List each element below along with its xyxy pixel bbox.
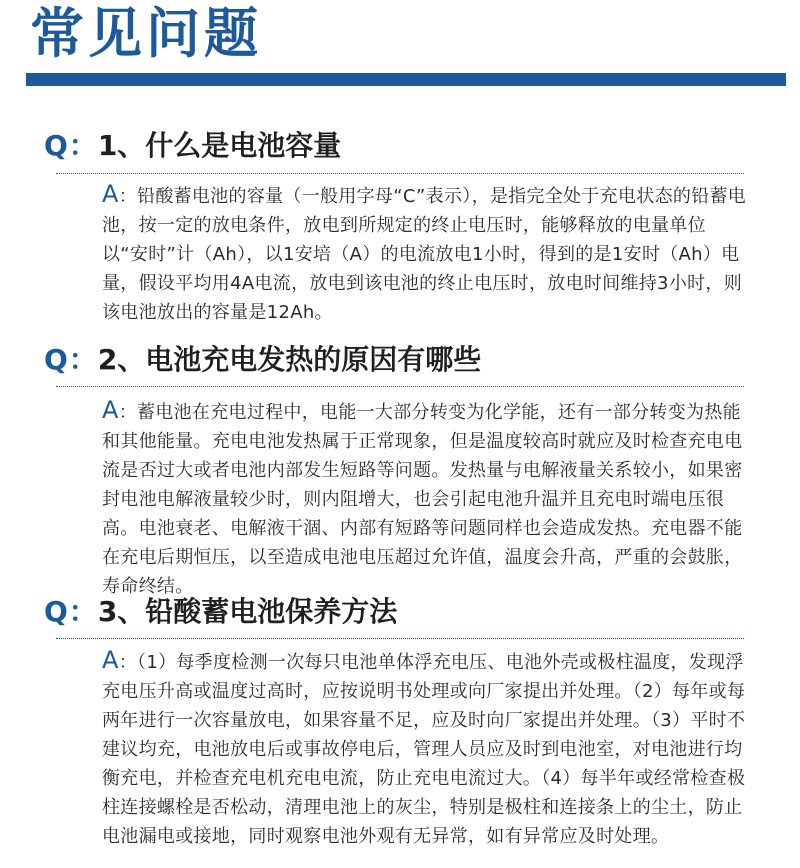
question-text: 1、什么是电池容量 — [97, 129, 342, 162]
question-label: Q： — [44, 343, 98, 376]
faq-question-2 — [44, 342, 481, 378]
answer-text: ：蓄电池在充电过程中，电能一大部分转变为化学能，还有一部分转变为热能和其他能量。充电电池发热属于正常现象，但是温度较高时就应及时检查充电电流是否过大或者电池内部发生短路等问题。发热量与电解液量关系较小，如果密封电池电解液量较少时，则内阻增大，也会引起电池升温并且充电时端电压很高。电池衰老、电解液干涸、内部有短路等问题同样也会造成发热。充电器不能在充电后期恒压，以至造成电池电压超过允许值，温度会升高，严重的会鼓胀，寿命终结。 — [102, 402, 743, 597]
question-label: Q： — [44, 129, 98, 162]
faq-answer-3 — [102, 646, 752, 851]
question-divider — [56, 638, 744, 639]
faq-question-3 — [44, 594, 397, 630]
question-text: 3、铅酸蓄电池保养方法 — [97, 595, 398, 628]
page-title: 常见问题 — [30, 2, 262, 65]
answer-label: A — [102, 180, 119, 208]
faq-answer-1 — [102, 180, 752, 327]
faq-answer-2 — [102, 396, 752, 601]
answer-label: A — [102, 396, 119, 424]
question-divider — [56, 386, 744, 387]
question-label: Q： — [44, 595, 98, 628]
question-divider — [56, 173, 744, 174]
faq-question-1 — [44, 128, 341, 164]
answer-text: ：（1）每季度检测一次每只电池单体浮充电压、电池外壳或极柱温度，发现浮充电压升高或温度过高时，应按说明书处理或向厂家提出并处理。（2）每年或每两年进行一次容量放电，如果容量不足，应及时向厂家提出并处理。（3）平时不建议均充，电池放电后或事故停电后，管理人员应及时到电池室，对电池进行均衡充电，并检查充电机充电电流，防止充电电流过大。（4）每半年或经常检查极柱连接螺栓是否松动，清理电池上的灰尘，特别是极柱和连接条上的尘土，防止电池漏电或接地，同时观察电池外观有无异常，如有异常应及时处理。 — [102, 652, 746, 847]
answer-text: ：铅酸蓄电池的容量（一般用字母“C”表示），是指完全处于充电状态的铅蓄电池，按一定的放电条件，放电到所规定的终止电压时，能够释放的电量单位以“安时”计（Ah），以1安培（A）的电流放电1小时，得到的是1安时（Ah）电量，假设平均用4A电流，放电到该电池的终止电压时，放电时间维持3小时，则该电池放出的容量是12Ah。 — [102, 186, 747, 323]
answer-label: A — [102, 646, 119, 674]
title-divider — [26, 73, 786, 86]
question-text: 2、电池充电发热的原因有哪些 — [97, 343, 482, 376]
page-header — [0, 0, 800, 90]
